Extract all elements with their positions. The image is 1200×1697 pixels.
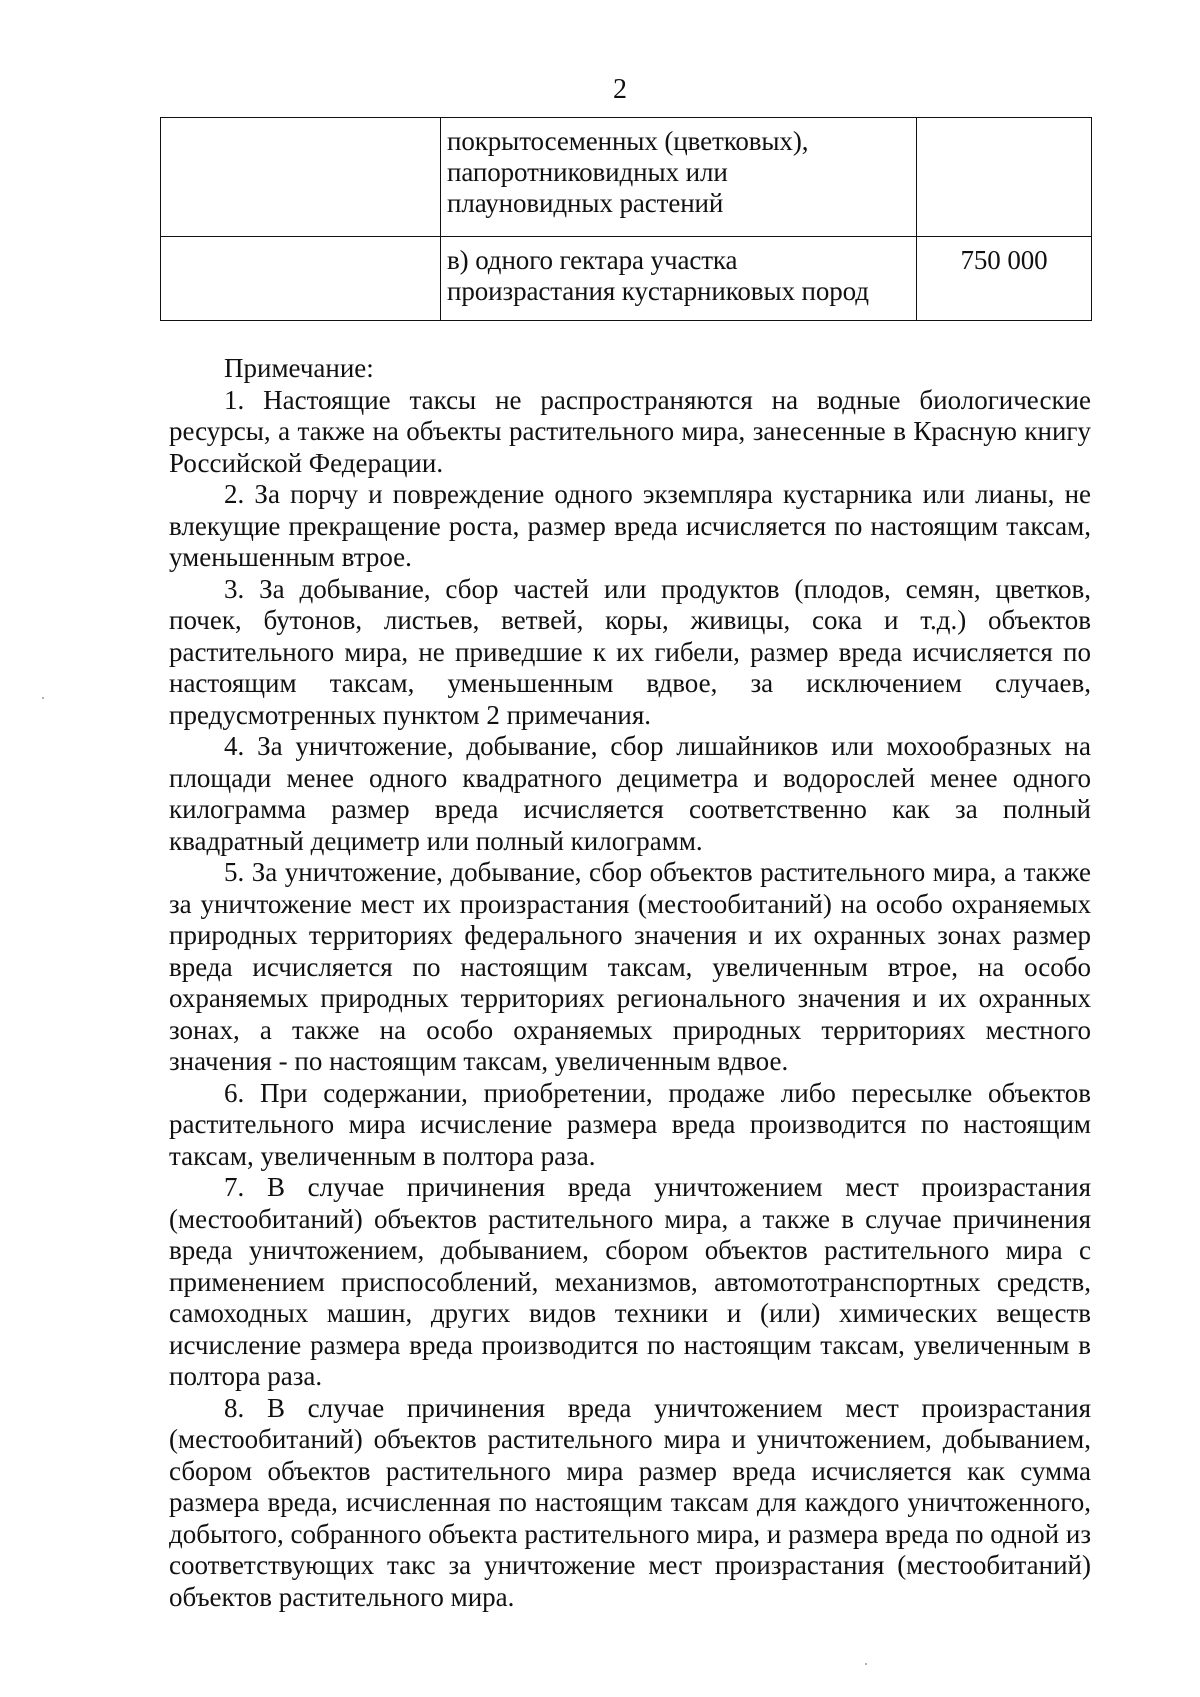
table-row: [161, 118, 1092, 237]
note-item-2: 2. За порчу и повреждение одного экземпляра кустарника или лианы, не влекущие прекращение роста, размер вреда исчисляется по настоящим таксам, уменьшенным втрое.: [169, 479, 1091, 572]
note-item-5: 5. За уничтожение, добывание, сбор объектов растительного мира, а также за уничтожение мест их произрастания (местообитаний) на особо охраняемых природных территориях федерального значения и их охранных зонах размер вреда исчисляется по настоящим таксам, увеличенным втрое, на особо охраняемых природных территориях регионального значения и их охранных зонах, а также на особо охраняемых природных территориях местного значения - по настоящим таксам, увеличенным вдвое.: [169, 857, 1091, 1076]
row-description: в) одного гектара участка произрастания кустарниковых пород: [447, 245, 869, 306]
notes-section: [169, 353, 1091, 1613]
table-cell-category: [161, 237, 441, 321]
page-number: 2: [613, 74, 627, 105]
table-cell-category: [161, 118, 441, 237]
table-cell-description: [441, 237, 917, 321]
table-cell-value: [917, 118, 1092, 237]
scan-speck: [42, 697, 44, 699]
note-item-7: 7. В случае причинения вреда уничтожением мест произрастания (местообитаний) объектов растительного мира, а также в случае причинения вреда уничтожением, добыванием, сбором объектов растительного мира с применением приспособлений, механизмов, автомототранспортных средств, самоходных машин, других видов техники и (или) химических веществ исчисление размера вреда производится по настоящим таксам, увеличенным в полтора раза.: [169, 1172, 1091, 1391]
note-item-1: 1. Настоящие таксы не распространяются на водные биологические ресурсы, а также на объекты растительного мира, занесенные в Красную книгу Российской Федерации.: [169, 384, 1091, 478]
scan-speck: [865, 1663, 867, 1665]
note-item-4: 4. За уничтожение, добывание, сбор лишайников или мохообразных на площади менее одного квадратного дециметра и водорослей менее одного килограмма размер вреда исчисляется соответственно как за полный квадратный дециметр или полный килограмм.: [169, 731, 1091, 856]
table-cell-description: [441, 118, 917, 237]
row-value: 750 000: [960, 245, 1048, 275]
table-row: [161, 237, 1092, 321]
note-item-8: 8. В случае причинения вреда уничтожением мест произрастания (местообитаний) объектов растительного мира и уничтожением, добыванием, сбором объектов растительного мира размер вреда исчисляется как сумма размера вреда, исчисленная по настоящим таксам для каждого уничтоженного, добытого, собранного объекта растительного мира, и размера вреда по одной из соответствующих такс за уничтожение мест произрастания (местообитаний) объектов растительного мира.: [169, 1392, 1091, 1612]
table-cell-value: [917, 237, 1092, 321]
tax-rates-table: [160, 117, 1092, 321]
notes-heading: Примечание:: [224, 353, 374, 383]
note-item-3: 3. За добывание, сбор частей или продуктов (плодов, семян, цветков, почек, бутонов, листьев, ветвей, коры, живицы, сока и т.д.) объектов растительного мира, не приведшие к их гибели, размер вреда исчисляется по настоящим таксам, уменьшенным вдвое, за исключением случаев, предусмотренных пунктом 2 примечания.: [169, 573, 1091, 730]
row-value: [917, 118, 1091, 236]
row-description: покрытосеменных (цветковых), папоротниковидных или плауновидных растений: [447, 126, 809, 218]
note-item-6: 6. При содержании, приобретении, продаже либо пересылке объектов растительного мира исчисление размера вреда производится по настоящим таксам, увеличенным в полтора раза.: [169, 1077, 1091, 1171]
